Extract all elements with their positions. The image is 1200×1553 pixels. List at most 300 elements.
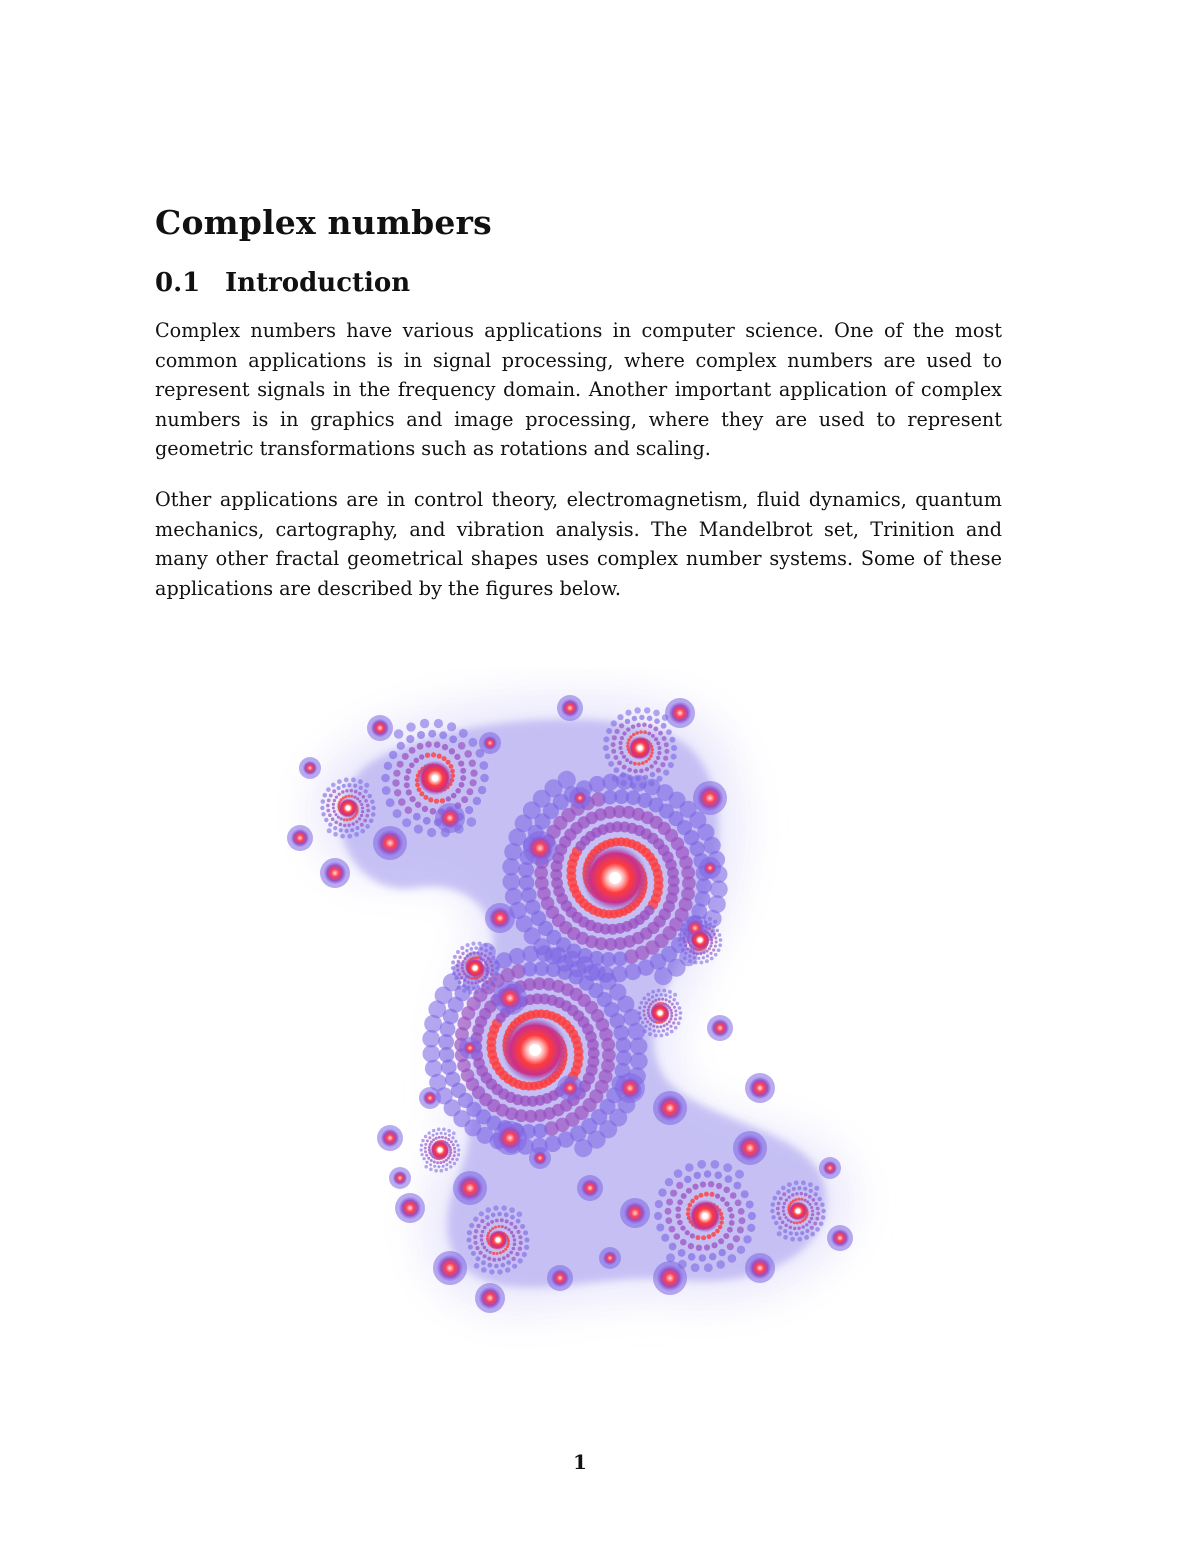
spiral-bead	[486, 970, 489, 973]
spiral-bead	[713, 925, 716, 928]
spiral-bead	[627, 768, 632, 773]
fractal-bud	[463, 1041, 477, 1055]
spiral-bead	[791, 1193, 794, 1196]
spiral-bead	[437, 754, 442, 759]
spiral-bead	[603, 736, 609, 742]
spiral-bead	[710, 942, 713, 945]
spiral-bead	[787, 1219, 790, 1222]
spiral-bead	[711, 1242, 717, 1248]
spiral-bead	[783, 1235, 788, 1240]
spiral-bead	[814, 1192, 818, 1196]
spiral-bead	[347, 834, 352, 839]
fractal-core-center	[496, 1238, 501, 1243]
spiral-bead	[352, 822, 355, 825]
spiral-bead	[666, 1027, 669, 1030]
spiral-bead	[632, 733, 635, 736]
spiral-bead	[793, 1221, 796, 1224]
spiral-bead	[501, 1205, 506, 1210]
spiral-bead	[644, 707, 650, 713]
spiral-bead	[785, 1216, 788, 1219]
spiral-bead	[683, 956, 687, 960]
spiral-bead	[329, 794, 333, 798]
spiral-bead	[669, 1018, 672, 1021]
spiral-bead	[441, 1136, 444, 1139]
spiral-bead	[710, 1192, 715, 1197]
spiral-bead	[663, 770, 669, 776]
spiral-bead	[386, 798, 395, 807]
spiral-bead	[384, 762, 392, 770]
spiral-bead	[505, 888, 522, 905]
fractal-bud	[624, 1202, 646, 1224]
spiral-bead	[440, 1169, 444, 1173]
spiral-bead	[684, 1176, 691, 1183]
spiral-bead	[486, 1207, 491, 1212]
spiral-bead	[406, 768, 412, 774]
spiral-bead	[364, 789, 368, 793]
spiral-bead	[771, 1202, 776, 1207]
spiral-bead	[651, 990, 655, 994]
spiral-bead	[500, 1218, 504, 1222]
spiral-bead	[444, 1132, 447, 1135]
spiral-bead	[748, 1212, 756, 1220]
spiral-bead	[474, 1241, 478, 1245]
spiral-bead	[619, 746, 623, 750]
spiral-bead	[402, 753, 409, 760]
spiral-bead	[382, 786, 391, 795]
spiral-bead	[463, 979, 466, 982]
spiral-bead	[642, 723, 647, 728]
fractal-bud	[291, 829, 309, 847]
fractal-bud	[393, 1171, 407, 1185]
spiral-bead	[506, 1254, 510, 1258]
spiral-bead	[493, 1205, 498, 1210]
spiral-bead	[350, 828, 354, 832]
spiral-bead	[490, 982, 494, 986]
spiral-bead	[420, 1148, 423, 1151]
spiral-bead	[796, 1221, 799, 1224]
spiral-bead	[793, 1227, 796, 1230]
spiral-bead	[451, 960, 455, 964]
spiral-bead	[505, 1219, 509, 1223]
spiral-bead	[504, 1212, 509, 1217]
spiral-bead	[643, 1014, 646, 1017]
spiral-bead	[496, 1252, 499, 1255]
spiral-bead	[457, 960, 460, 963]
spiral-bead	[622, 755, 626, 759]
spiral-bead	[459, 782, 465, 788]
spiral-bead	[660, 1034, 664, 1038]
spiral-bead	[690, 1233, 695, 1238]
spiral-bead	[438, 1136, 441, 1139]
fractal-core-center	[432, 775, 438, 781]
spiral-bead	[337, 816, 340, 819]
spiral-bead	[804, 1235, 809, 1240]
spiral-bead	[442, 1160, 445, 1163]
spiral-bead	[692, 1184, 698, 1190]
spiral-bead	[782, 1192, 786, 1196]
spiral-bead	[656, 776, 662, 782]
spiral-bead	[638, 1011, 642, 1015]
spiral-bead	[501, 1263, 506, 1268]
spiral-bead	[368, 794, 372, 798]
spiral-bead	[366, 804, 370, 808]
spiral-bead	[711, 930, 714, 933]
spiral-bead	[451, 1158, 454, 1161]
spiral-bead	[816, 1207, 820, 1211]
spiral-bead	[714, 937, 717, 940]
spiral-bead	[340, 834, 345, 839]
spiral-bead	[467, 981, 470, 984]
spiral-bead	[643, 1029, 647, 1033]
spiral-bead	[474, 1263, 480, 1269]
spiral-bead	[678, 1006, 682, 1010]
spiral-bead	[658, 998, 661, 1001]
spiral-bead	[647, 998, 650, 1001]
spiral-bead	[699, 1193, 704, 1198]
spiral-bead	[696, 1245, 702, 1251]
spiral-bead	[326, 809, 330, 813]
spiral-bead	[361, 807, 364, 810]
spiral-bead	[516, 1230, 520, 1234]
spiral-bead	[460, 976, 463, 979]
spiral-bead	[457, 986, 461, 990]
fractal-bud	[371, 719, 389, 737]
spiral-bead	[417, 787, 422, 792]
spiral-bead	[485, 963, 488, 966]
spiral-bead	[486, 1222, 490, 1226]
spiral-bead	[637, 762, 641, 766]
spiral-bead	[611, 742, 616, 747]
spiral-bead	[733, 1235, 740, 1242]
spiral-bead	[480, 1219, 484, 1223]
spiral-bead	[734, 1182, 742, 1190]
spiral-bead	[466, 955, 469, 958]
spiral-bead	[620, 751, 624, 755]
spiral-bead	[678, 938, 682, 942]
spiral-bead	[789, 1226, 793, 1230]
spiral-bead	[666, 729, 672, 735]
spiral-bead	[476, 1256, 481, 1261]
spiral-bead	[611, 749, 616, 754]
spiral-bead	[674, 1169, 683, 1178]
spiral-bead	[474, 946, 478, 950]
fractal-bud	[423, 1091, 437, 1105]
spiral-bead	[451, 1136, 454, 1139]
spiral-bead	[451, 793, 457, 799]
spiral-bead	[683, 941, 686, 944]
fractal-core-center	[529, 1044, 541, 1056]
spiral-bead	[630, 1052, 648, 1070]
spiral-bead	[342, 784, 346, 788]
spiral-bead	[802, 1225, 805, 1228]
fractal-bud	[497, 985, 523, 1011]
fractal-bud	[669, 702, 691, 724]
spiral-bead	[447, 1129, 451, 1133]
spiral-bead	[653, 760, 657, 764]
spiral-bead	[680, 1239, 687, 1246]
spiral-bead	[464, 750, 472, 758]
spiral-bead	[809, 1189, 813, 1193]
spiral-bead	[435, 1137, 438, 1140]
fractal-bud	[439, 807, 461, 829]
spiral-bead	[647, 732, 651, 736]
spiral-bead	[709, 952, 712, 955]
fractal-bud	[457, 1175, 483, 1201]
spiral-bead	[715, 1194, 720, 1199]
spiral-bead	[686, 1188, 692, 1194]
spiral-bead	[394, 789, 401, 796]
spiral-bead	[333, 799, 336, 802]
spiral-bead	[351, 777, 356, 782]
spiral-bead	[784, 1224, 788, 1228]
spiral-bead	[689, 950, 692, 953]
spiral-bead	[370, 800, 374, 804]
spiral-bead	[454, 754, 460, 760]
spiral-bead	[425, 1161, 428, 1164]
spiral-bead	[662, 989, 666, 993]
spiral-bead	[485, 1249, 488, 1252]
spiral-bead	[719, 1249, 726, 1256]
spiral-bead	[670, 1009, 673, 1012]
spiral-bead	[648, 1027, 651, 1030]
spiral-bead	[425, 1154, 428, 1157]
spiral-bead	[497, 1258, 501, 1262]
spiral-bead	[773, 1196, 778, 1201]
spiral-bead	[460, 775, 466, 781]
spiral-bead	[674, 1018, 677, 1021]
spiral-bead	[633, 762, 637, 766]
spiral-bead	[417, 743, 424, 750]
spiral-bead	[697, 1160, 706, 1169]
spiral-bead	[504, 1248, 507, 1251]
spiral-bead	[422, 806, 428, 812]
spiral-bead	[727, 1227, 733, 1233]
spiral-bead	[480, 1238, 483, 1241]
spiral-bead	[490, 973, 493, 976]
spiral-bead	[424, 1135, 427, 1138]
fractal-bud	[527, 835, 553, 861]
spiral-bead	[456, 964, 459, 967]
spiral-bead	[771, 1215, 775, 1219]
spiral-bead	[797, 1198, 800, 1201]
spiral-bead	[434, 719, 443, 728]
spiral-bead	[425, 741, 432, 748]
spiral-bead	[629, 761, 633, 765]
spiral-bead	[811, 1213, 814, 1216]
spiral-bead	[406, 789, 412, 795]
spiral-bead	[462, 970, 465, 973]
fractal-core-center	[346, 806, 351, 811]
spiral-bead	[647, 1012, 650, 1015]
spiral-bead	[484, 943, 488, 947]
spiral-bead	[674, 1010, 677, 1013]
spiral-bead	[481, 1242, 484, 1245]
spiral-bead	[639, 1016, 643, 1020]
spiral-bead	[799, 1221, 802, 1224]
spiral-bead	[710, 957, 714, 961]
spiral-bead	[516, 1219, 521, 1224]
spiral-bead	[819, 1222, 824, 1227]
spiral-bead	[461, 952, 464, 955]
spiral-bead	[343, 818, 346, 821]
fractal-core-center	[473, 966, 478, 971]
spiral-bead	[484, 961, 487, 964]
spiral-bead	[800, 1198, 803, 1201]
fractal-core-center	[702, 1213, 708, 1219]
spiral-bead	[445, 1159, 448, 1162]
spiral-bead	[422, 1030, 440, 1048]
spiral-bead	[428, 730, 436, 738]
spiral-bead	[783, 1202, 786, 1205]
spiral-bead	[512, 1234, 515, 1237]
spiral-bead	[680, 1225, 685, 1230]
spiral-bead	[369, 819, 374, 824]
fractal-bud	[697, 785, 723, 811]
spiral-bead	[333, 810, 336, 813]
spiral-bead	[702, 956, 705, 959]
spiral-bead	[428, 797, 433, 802]
spiral-bead	[477, 985, 481, 989]
fractal-bud	[489, 907, 511, 929]
spiral-bead	[650, 772, 655, 777]
spiral-bead	[644, 1025, 647, 1028]
spiral-bead	[449, 736, 457, 744]
spiral-bead	[321, 799, 326, 804]
spiral-bead	[809, 1203, 812, 1206]
spiral-bead	[371, 806, 375, 810]
spiral-bead	[693, 956, 696, 959]
spiral-bead	[673, 998, 676, 1001]
spiral-bead	[655, 994, 658, 997]
spiral-bead	[335, 796, 338, 799]
spiral-bead	[800, 1192, 803, 1195]
spiral-bead	[643, 1005, 646, 1008]
spiral-bead	[424, 1147, 427, 1150]
spiral-bead	[426, 1139, 429, 1142]
spiral-bead	[635, 776, 640, 781]
spiral-bead	[666, 1199, 673, 1206]
spiral-bead	[700, 961, 704, 965]
spiral-bead	[353, 796, 356, 799]
spiral-bead	[661, 998, 664, 1001]
spiral-bead	[458, 973, 461, 976]
spiral-bead	[406, 722, 415, 731]
spiral-bead	[708, 1181, 714, 1187]
fractal-bud	[619, 1077, 641, 1099]
fractal-core-center	[698, 938, 703, 943]
spiral-bead	[704, 1244, 710, 1250]
spiral-bead	[795, 1192, 798, 1195]
spiral-bead	[710, 936, 713, 939]
spiral-bead	[642, 1010, 645, 1013]
spiral-bead	[709, 945, 712, 948]
spiral-bead	[331, 817, 335, 821]
spiral-bead	[639, 782, 645, 788]
fractal-bud	[399, 1197, 421, 1219]
spiral-bead	[641, 761, 645, 765]
spiral-bead	[410, 796, 416, 802]
spiral-bead	[471, 942, 475, 946]
spiral-bead	[488, 952, 492, 956]
spiral-bead	[409, 747, 416, 754]
spiral-bead	[509, 1207, 515, 1213]
spiral-bead	[492, 1252, 495, 1255]
spiral-bead	[805, 1223, 808, 1226]
spiral-bead	[420, 719, 429, 728]
spiral-bead	[625, 758, 629, 762]
spiral-bead	[735, 1170, 744, 1179]
spiral-bead	[671, 754, 677, 760]
spiral-bead	[504, 1226, 507, 1229]
spiral-bead	[713, 920, 717, 924]
spiral-bead	[647, 1009, 650, 1012]
spiral-bead	[657, 989, 661, 993]
spiral-bead	[670, 1012, 673, 1015]
spiral-bead	[463, 972, 466, 975]
spiral-bead	[353, 784, 357, 788]
spiral-bead	[510, 1215, 515, 1220]
spiral-bead	[645, 1001, 648, 1004]
spiral-bead	[485, 981, 488, 984]
spiral-bead	[524, 1245, 529, 1250]
spiral-bead	[628, 1023, 645, 1040]
spiral-bead	[574, 1139, 592, 1157]
spiral-bead	[475, 1246, 479, 1250]
spiral-bead	[654, 967, 672, 985]
spiral-bead	[486, 967, 489, 970]
spiral-bead	[497, 1225, 500, 1228]
spiral-bead	[465, 806, 473, 814]
spiral-bead	[473, 797, 481, 805]
spiral-bead	[469, 760, 476, 767]
spiral-bead	[777, 1202, 781, 1206]
paragraph-intro: Complex numbers have various applications in computer science. One of the most common applications is in signal processing, where complex numbers are used to represent signals in the frequency domain. Another important application of complex numbers is in graphics and image processing, where they are used to represent geometric transformations such as rotations and scaling.	[155, 319, 1002, 460]
spiral-bead	[727, 1207, 733, 1213]
spiral-bead	[494, 1264, 499, 1269]
spiral-bead	[811, 1210, 814, 1213]
spiral-bead	[790, 1237, 795, 1242]
spiral-bead	[326, 804, 330, 808]
spiral-bead	[713, 933, 716, 936]
spiral-bead	[427, 828, 436, 837]
spiral-bead	[472, 986, 476, 990]
spiral-bead	[453, 1150, 456, 1153]
spiral-bead	[491, 964, 494, 967]
spiral-bead	[413, 813, 421, 821]
spiral-bead	[699, 1254, 707, 1262]
spiral-bead	[662, 1029, 665, 1032]
fractal-bud	[657, 1095, 683, 1121]
spiral-bead	[797, 1227, 800, 1230]
spiral-bead	[739, 1217, 746, 1224]
spiral-bead	[640, 1001, 644, 1005]
spiral-bead	[631, 725, 635, 729]
spiral-bead	[458, 981, 462, 985]
spiral-bead	[444, 1137, 447, 1140]
spiral-bead	[431, 752, 436, 757]
spiral-bead	[738, 1208, 745, 1215]
spiral-bead	[653, 1029, 656, 1032]
spiral-bead	[429, 1163, 432, 1166]
spiral-bead	[489, 946, 493, 950]
spiral-bead	[460, 946, 464, 950]
spiral-bead	[497, 1269, 502, 1274]
spiral-bead	[706, 954, 709, 957]
spiral-bead	[393, 809, 402, 818]
spiral-bead	[473, 1235, 477, 1239]
fractal-bud	[479, 1287, 501, 1309]
spiral-bead	[647, 716, 653, 722]
